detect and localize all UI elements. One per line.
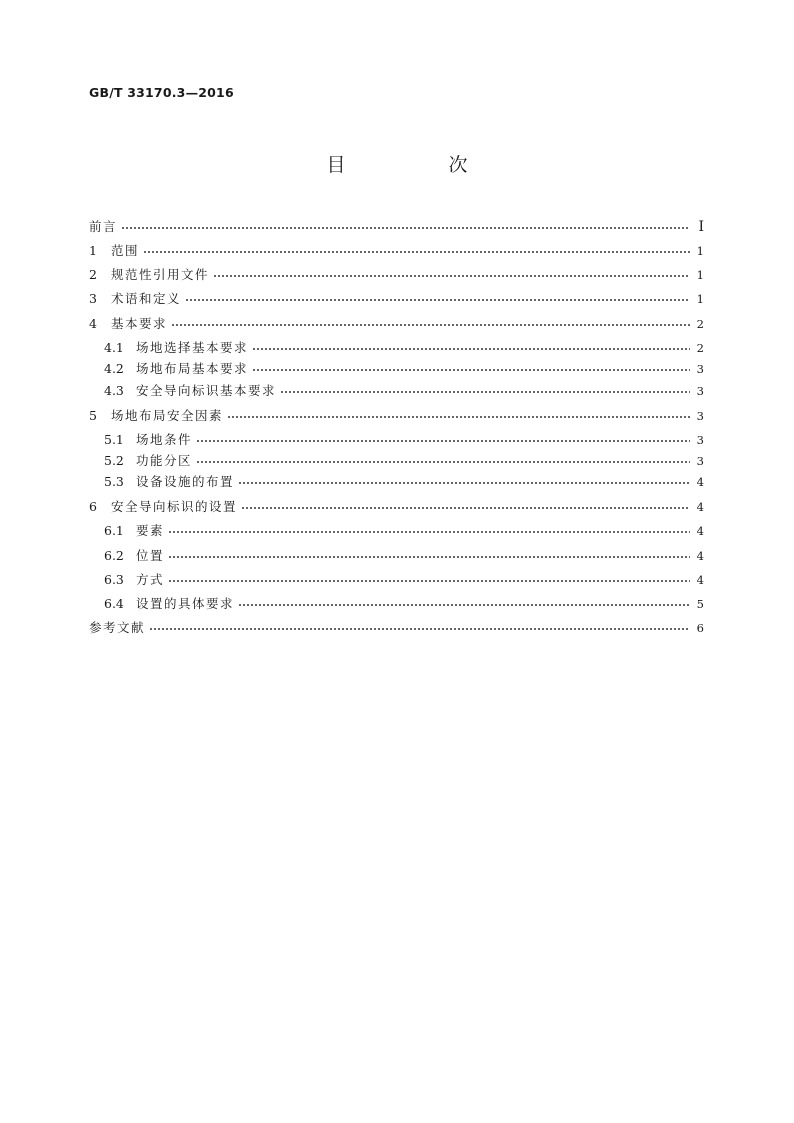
toc-entry-6[interactable]	[89, 498, 704, 516]
toc-page-number: 3	[696, 454, 704, 468]
toc-leader-dots	[213, 275, 690, 277]
toc-entry-text: 位置	[136, 548, 165, 563]
toc-leader-dots	[168, 580, 690, 582]
toc-leader-dots	[238, 482, 690, 484]
toc-entry-text: 设置的具体要求	[136, 596, 235, 611]
toc-entry-text: 安全导向标识的设置	[111, 499, 238, 514]
toc-leader-dots	[196, 461, 690, 463]
toc-entry-1[interactable]	[89, 242, 704, 260]
toc-leader-dots	[185, 299, 690, 301]
toc-entry-6-2[interactable]	[89, 547, 704, 565]
toc-page-number: 4	[696, 475, 704, 489]
toc-leader-dots	[238, 604, 690, 606]
toc-entry-text: 场地选择基本要求	[136, 340, 249, 355]
toc-page-number: 3	[696, 362, 704, 376]
toc-entry-number: 2	[89, 267, 97, 282]
toc-page-number: 4	[696, 549, 704, 563]
toc-entry-5[interactable]	[89, 407, 704, 425]
toc-page-number: 6	[696, 621, 704, 635]
toc-page-number: 1	[696, 268, 704, 282]
toc-page-number: Ⅰ	[698, 219, 704, 235]
toc-entry-text: 方式	[136, 572, 165, 587]
toc-entry-6-4[interactable]	[89, 595, 704, 613]
toc-entry-text: 安全导向标识基本要求	[136, 383, 277, 398]
toc-leader-dots	[168, 531, 690, 533]
toc-entry-bibliography[interactable]	[89, 619, 704, 637]
toc-leader-dots	[143, 251, 690, 253]
toc-page-number: 3	[696, 433, 704, 447]
toc-leader-dots	[168, 556, 690, 558]
toc-entry-number: 4.1	[104, 340, 124, 355]
toc-entry-number: 6	[89, 499, 97, 514]
toc-leader-dots	[252, 348, 690, 350]
toc-entry-number: 5	[89, 408, 97, 423]
toc-page-number: 4	[696, 500, 704, 514]
toc-leader-dots	[196, 440, 690, 442]
toc-entry-number: 5.1	[104, 432, 124, 447]
toc-entry-text: 要素	[136, 523, 165, 538]
toc-leader-dots	[280, 391, 690, 393]
toc-entry-text: 场地布局安全因素	[111, 408, 224, 423]
toc-leader-dots	[241, 507, 690, 509]
toc-entry-number: 4.3	[104, 383, 124, 398]
toc-entry-number: 3	[89, 291, 97, 306]
toc-entry-foreword[interactable]	[89, 218, 704, 236]
toc-leader-dots	[149, 628, 690, 630]
toc-entry-text: 场地布局基本要求	[136, 361, 249, 376]
toc-leader-dots	[121, 227, 690, 229]
toc-entry-4-3[interactable]	[89, 382, 704, 400]
toc-title: 目 次	[326, 154, 510, 176]
table-of-contents	[89, 0, 704, 1123]
toc-page-number: 1	[696, 292, 704, 306]
toc-leader-dots	[171, 324, 690, 326]
toc-entry-4-1[interactable]	[89, 339, 704, 357]
toc-entry-text: 前言	[89, 219, 118, 234]
toc-page-number: 2	[696, 317, 704, 331]
toc-entry-number: 1	[89, 243, 97, 258]
toc-entry-4[interactable]	[89, 315, 704, 333]
toc-entry-text: 规范性引用文件	[111, 267, 210, 282]
toc-entry-6-1[interactable]	[89, 522, 704, 540]
toc-entry-3[interactable]	[89, 290, 704, 308]
toc-entry-number: 6.1	[104, 523, 124, 538]
toc-entry-text: 功能分区	[136, 453, 193, 468]
toc-page-number: 2	[696, 341, 704, 355]
toc-entry-2[interactable]	[89, 266, 704, 284]
toc-page-number: 3	[696, 384, 704, 398]
toc-entry-text: 术语和定义	[111, 291, 182, 306]
toc-entry-text: 设备设施的布置	[136, 474, 235, 489]
toc-entry-number: 4	[89, 316, 97, 331]
toc-entry-number: 6.4	[104, 596, 124, 611]
toc-leader-dots	[227, 416, 690, 418]
toc-entry-5-1[interactable]	[89, 431, 704, 449]
toc-entry-number: 6.2	[104, 548, 124, 563]
toc-entry-number: 6.3	[104, 572, 124, 587]
toc-page-number: 3	[696, 409, 704, 423]
toc-entry-number: 5.3	[104, 474, 124, 489]
toc-entry-text: 参考文献	[89, 620, 146, 635]
toc-entry-text: 场地条件	[136, 432, 193, 447]
toc-entry-5-2[interactable]	[89, 452, 704, 470]
toc-page-number: 4	[696, 524, 704, 538]
toc-entry-text: 范围	[111, 243, 140, 258]
toc-entry-text: 基本要求	[111, 316, 168, 331]
toc-leader-dots	[252, 369, 690, 371]
toc-entry-number: 4.2	[104, 361, 124, 376]
toc-entry-6-3[interactable]	[89, 571, 704, 589]
toc-entry-number: 5.2	[104, 453, 124, 468]
toc-page-number: 4	[696, 573, 704, 587]
toc-page-number: 1	[696, 244, 704, 258]
toc-page-number: 5	[696, 597, 704, 611]
standard-code: GB/T 33170.3—2016	[89, 85, 234, 100]
toc-entry-4-2[interactable]	[89, 360, 704, 378]
toc-entry-5-3[interactable]	[89, 473, 704, 491]
